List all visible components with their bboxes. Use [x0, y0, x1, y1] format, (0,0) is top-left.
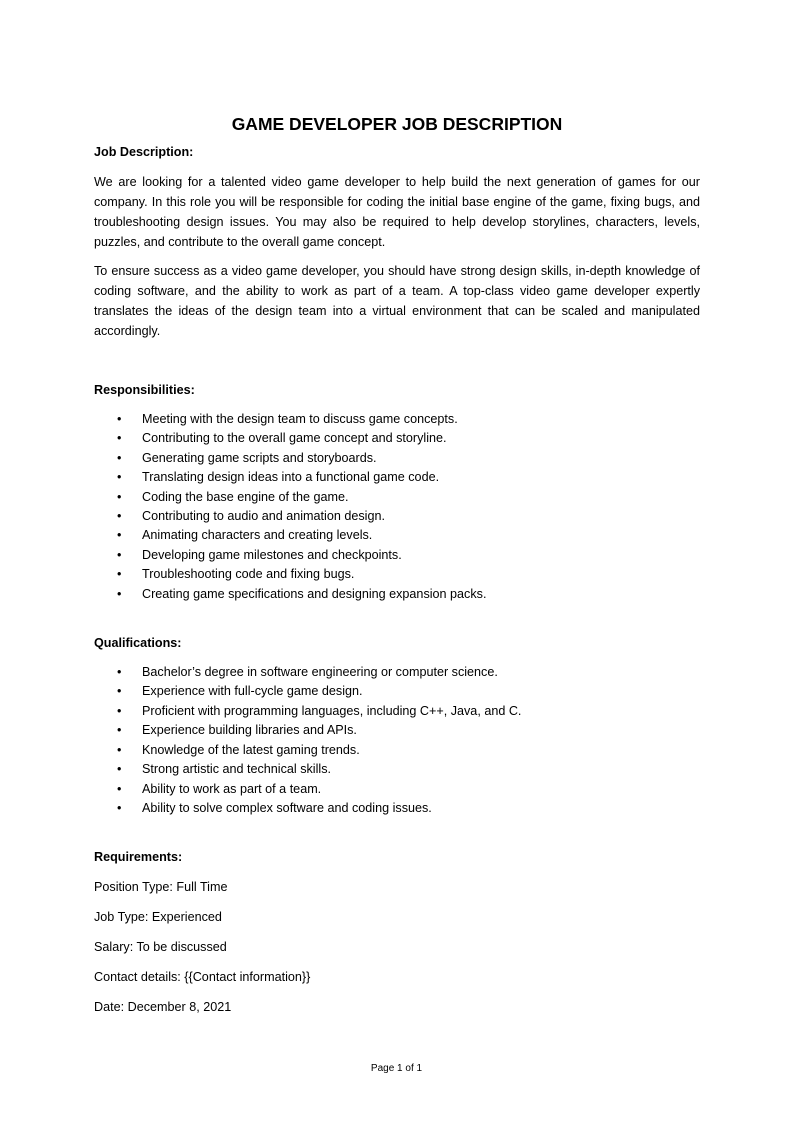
list-item: [94, 488, 700, 507]
list-item: [94, 780, 700, 799]
posting-date: Date: December 8, 2021: [94, 1000, 232, 1015]
list-item: [94, 760, 700, 779]
list-item: [94, 507, 700, 526]
list-item: [94, 468, 700, 487]
bullet-icon: •: [117, 781, 122, 796]
bullet-icon: •: [117, 723, 122, 738]
job-description-heading: Job Description:: [94, 145, 194, 159]
list-item: [94, 526, 700, 545]
contact-details: Contact details: {{Contact information}}: [94, 970, 311, 985]
list-item-text: Coding the base engine of the game.: [142, 489, 349, 504]
qualifications-list: [94, 663, 700, 818]
list-item-text: Proficient with programming languages, including C++, Java, and C.: [142, 703, 522, 718]
list-item: [94, 702, 700, 721]
list-item: [94, 410, 700, 429]
job-description-paragraph: To ensure success as a video game developer, you should have strong design skills, in-depth knowledge of coding software, and the ability to work as part of a team. A top-class video game developer expertly translates the ideas of the design team into a virtual environment that can be scaled and manipulated accordingly.: [94, 264, 700, 338]
requirements-heading: Requirements:: [94, 850, 183, 865]
list-item-text: Animating characters and creating levels.: [142, 528, 373, 543]
bullet-icon: •: [117, 470, 122, 485]
list-item-text: Troubleshooting code and fixing bugs.: [142, 567, 355, 582]
bullet-icon: •: [117, 665, 122, 680]
bullet-icon: •: [117, 703, 122, 718]
list-item: [94, 741, 700, 760]
list-item-text: Strong artistic and technical skills.: [142, 762, 331, 777]
bullet-icon: •: [117, 489, 122, 504]
list-item-text: Contributing to audio and animation design.: [142, 509, 385, 524]
list-item: [94, 546, 700, 565]
bullet-icon: •: [117, 586, 122, 601]
list-item-text: Contributing to the overall game concept and storyline.: [142, 431, 447, 446]
list-item: [94, 682, 700, 701]
bullet-icon: •: [117, 528, 122, 543]
document-title: GAME DEVELOPER JOB DESCRIPTION: [231, 114, 563, 134]
bullet-icon: •: [117, 742, 122, 757]
list-item: [94, 721, 700, 740]
list-item-text: Ability to solve complex software and coding issues.: [142, 800, 432, 815]
bullet-icon: •: [117, 509, 122, 524]
list-item-text: Generating game scripts and storyboards.: [142, 450, 377, 465]
bullet-icon: •: [117, 762, 122, 777]
list-item: [94, 565, 700, 584]
list-item: [94, 663, 700, 682]
list-item-text: Knowledge of the latest gaming trends.: [142, 742, 360, 757]
responsibilities-list: [94, 410, 700, 604]
document-body: [94, 112, 700, 1017]
bullet-icon: •: [117, 800, 122, 815]
list-item-text: Bachelor’s degree in software engineering or computer science.: [142, 665, 498, 680]
list-item: [94, 585, 700, 604]
bullet-icon: •: [117, 450, 122, 465]
bullet-icon: •: [117, 567, 122, 582]
list-item-text: Ability to work as part of a team.: [142, 781, 322, 796]
bullet-icon: •: [117, 431, 122, 446]
bullet-icon: •: [117, 684, 122, 699]
qualifications-heading: Qualifications:: [94, 636, 182, 651]
bullet-icon: •: [117, 412, 122, 426]
position-type: Position Type: Full Time: [94, 880, 228, 895]
list-item-text: Developing game milestones and checkpoints.: [142, 547, 402, 562]
list-item-text: Creating game specifications and designing expansion packs.: [142, 586, 487, 601]
salary: Salary: To be discussed: [94, 940, 227, 955]
list-item: [94, 449, 700, 468]
list-item: [94, 799, 700, 818]
job-description-paragraph: We are looking for a talented video game developer to help build the next generation of games for our company. In this role you will be responsible for coding the initial base engine of the game, fixing bugs, and troubleshooting design issues. You may also be required to help develop storylines, characters, levels, puzzles, and contribute to the overall game concept.: [94, 175, 700, 249]
page-number-footer: Page 1 of 1: [370, 1063, 423, 1074]
list-item: [94, 429, 700, 448]
bullet-icon: •: [117, 547, 122, 562]
responsibilities-heading: Responsibilities:: [94, 383, 195, 397]
list-item-text: Experience building libraries and APIs.: [142, 723, 357, 738]
list-item-text: Meeting with the design team to discuss game concepts.: [142, 412, 458, 426]
list-item-text: Translating design ideas into a functional game code.: [142, 470, 440, 485]
job-type: Job Type: Experienced: [94, 910, 222, 925]
list-item-text: Experience with full-cycle game design.: [142, 684, 363, 699]
